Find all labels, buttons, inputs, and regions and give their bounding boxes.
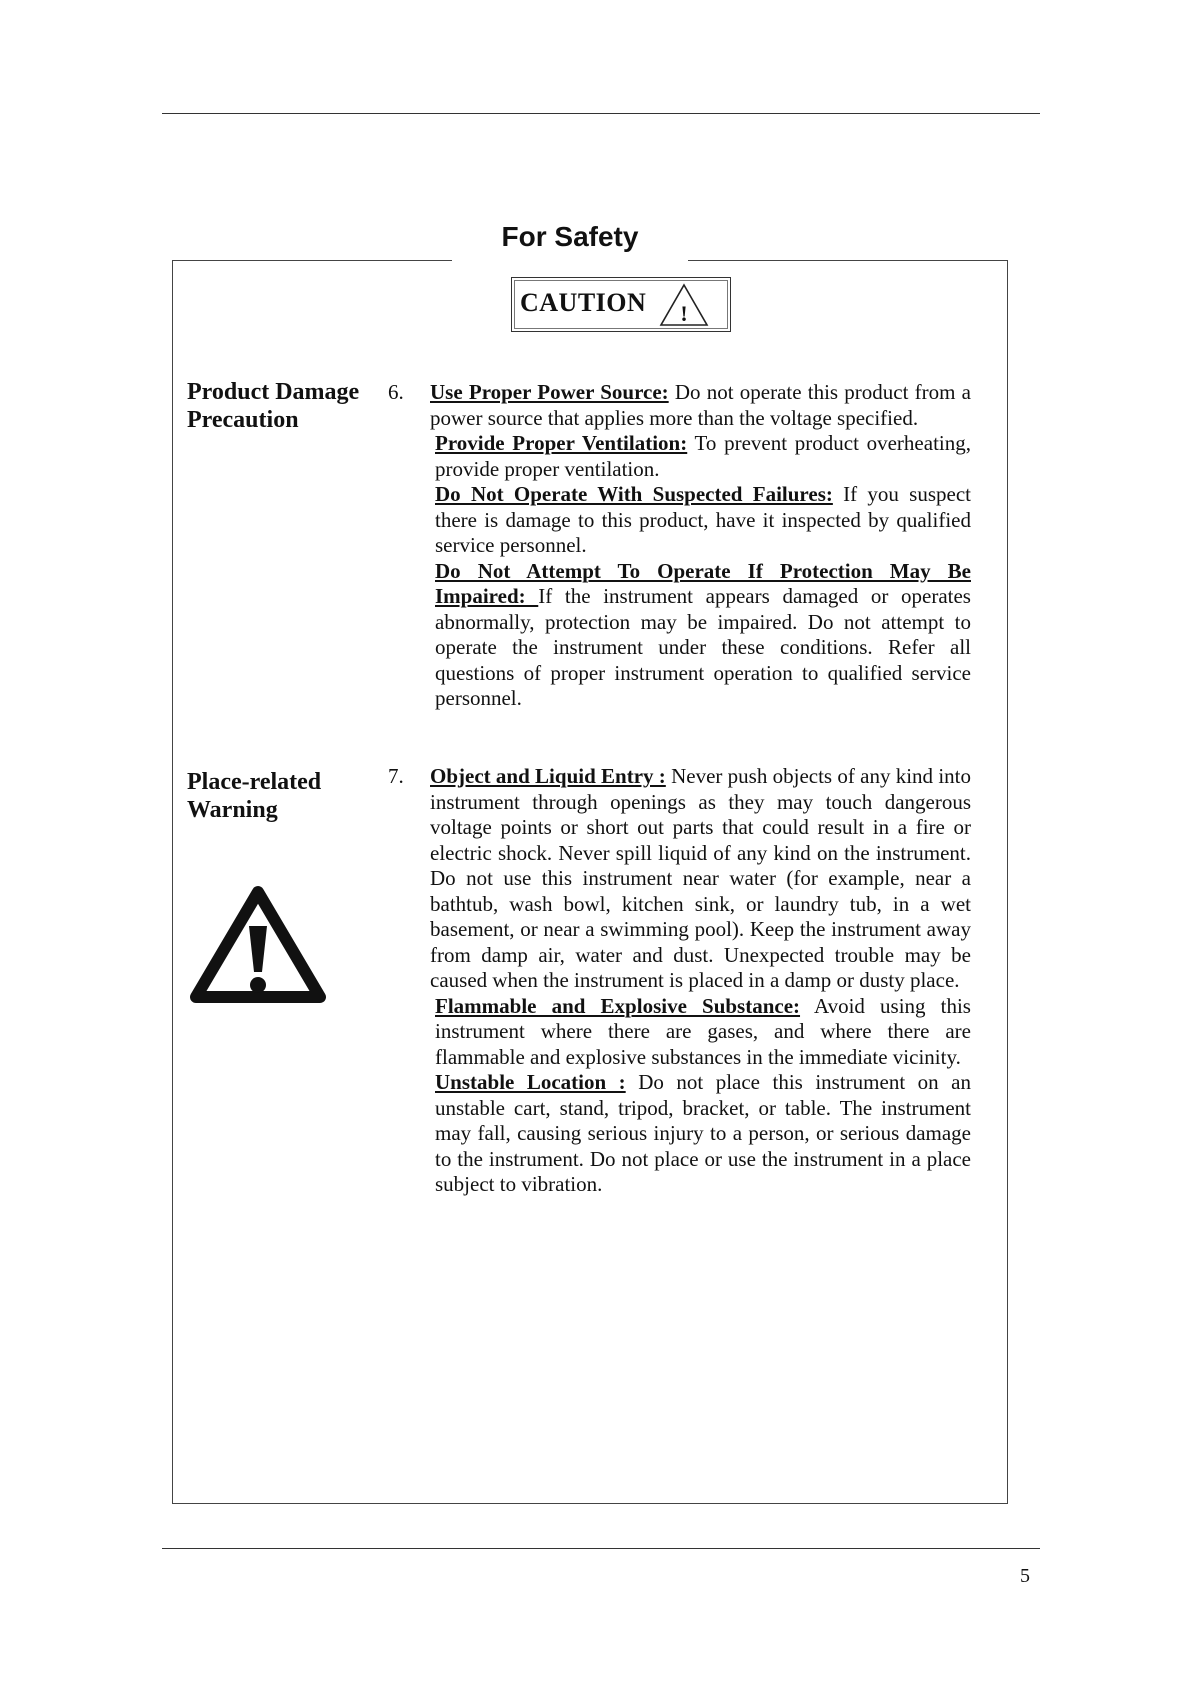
footer-rule (162, 1548, 1040, 1549)
paragraph (430, 559, 971, 712)
paragraph-lead: Unstable Location : (435, 1070, 626, 1094)
product-damage-precaution-heading (187, 378, 377, 434)
large-warning-triangle-icon (188, 884, 328, 1011)
paragraph-lead: Flammable and Explosive Substance: (435, 993, 801, 1018)
paragraph (430, 1070, 971, 1198)
paragraph-text: Never push objects of any kind into instrument through openings as they may touch dangerous voltage points or short out parts that could result in a fire or electric shock. Never spill liquid of any kind on the instrument. Do not use this instrument near water (for example, near a bathtub, wash bowl, kitchen sink, or laundry tub, in a wet basement, or near a swimming pool). Keep the instrument away from damp air, water and dust. Unexpected trouble may be caused when the instrument is placed in a damp or dusty place. (430, 764, 971, 992)
caution-box (511, 277, 731, 332)
paragraph-text: If you suspect there is damage to this product, have it inspected by qualified service personnel. (435, 482, 971, 557)
paragraph (430, 431, 971, 482)
page-number: 5 (1020, 1565, 1030, 1587)
item-7-text (430, 764, 971, 1198)
item-number-6: 6. (388, 380, 404, 404)
frame-title-gap (452, 256, 688, 266)
paragraph-text: Do not place this instrument on an unstable cart, stand, tripod, bracket, or table. The instrument may fall, causing serious injury to a person, or serious damage to the instrument. Do not place or use the instrument in a place subject to vibration. (435, 1070, 971, 1196)
paragraph-text: Do not operate this product from a power source that applies more than the voltage specified. (430, 380, 972, 430)
paragraph (430, 994, 971, 1071)
section-title: For Safety (501, 221, 639, 252)
place-related-warning-heading (187, 768, 377, 824)
heading-line: Warning (187, 797, 278, 823)
paragraph-lead: Do Not Attempt To Operate If Protection May Be Impaired: (435, 558, 971, 608)
paragraph-lead: Use Proper Power Source: (430, 380, 669, 404)
paragraph (430, 482, 971, 559)
heading-line: Precaution (187, 407, 299, 433)
warning-triangle-icon (658, 281, 710, 334)
header-rule (162, 113, 1040, 114)
paragraph-lead: Object and Liquid Entry : (430, 764, 666, 788)
item-6-text (430, 380, 971, 712)
paragraph (430, 380, 971, 431)
item-number-7: 7. (388, 764, 404, 788)
svg-text:!: ! (680, 301, 688, 326)
paragraph-text: Avoid using this instrument where there are gases, and where there are flammable and explosive substances in the immediate vicinity. (435, 993, 971, 1069)
paragraph-lead: Do Not Operate With Suspected Failures: (435, 482, 833, 506)
caution-label: CAUTION (520, 288, 647, 317)
paragraph (430, 764, 971, 994)
heading-line: Place-related (187, 769, 322, 795)
paragraph-lead: Provide Proper Ventilation: (435, 431, 688, 455)
heading-line: Product Damage (187, 379, 360, 405)
paragraph-text: If the instrument appears damaged or operates abnormally, protection may be impaired. Do not attempt to operate the instrument under these conditions. Refer all questions of proper instrument operation to qualified service personnel. (435, 584, 971, 710)
paragraph-text: To prevent product overheating, provide proper ventilation. (435, 431, 971, 481)
